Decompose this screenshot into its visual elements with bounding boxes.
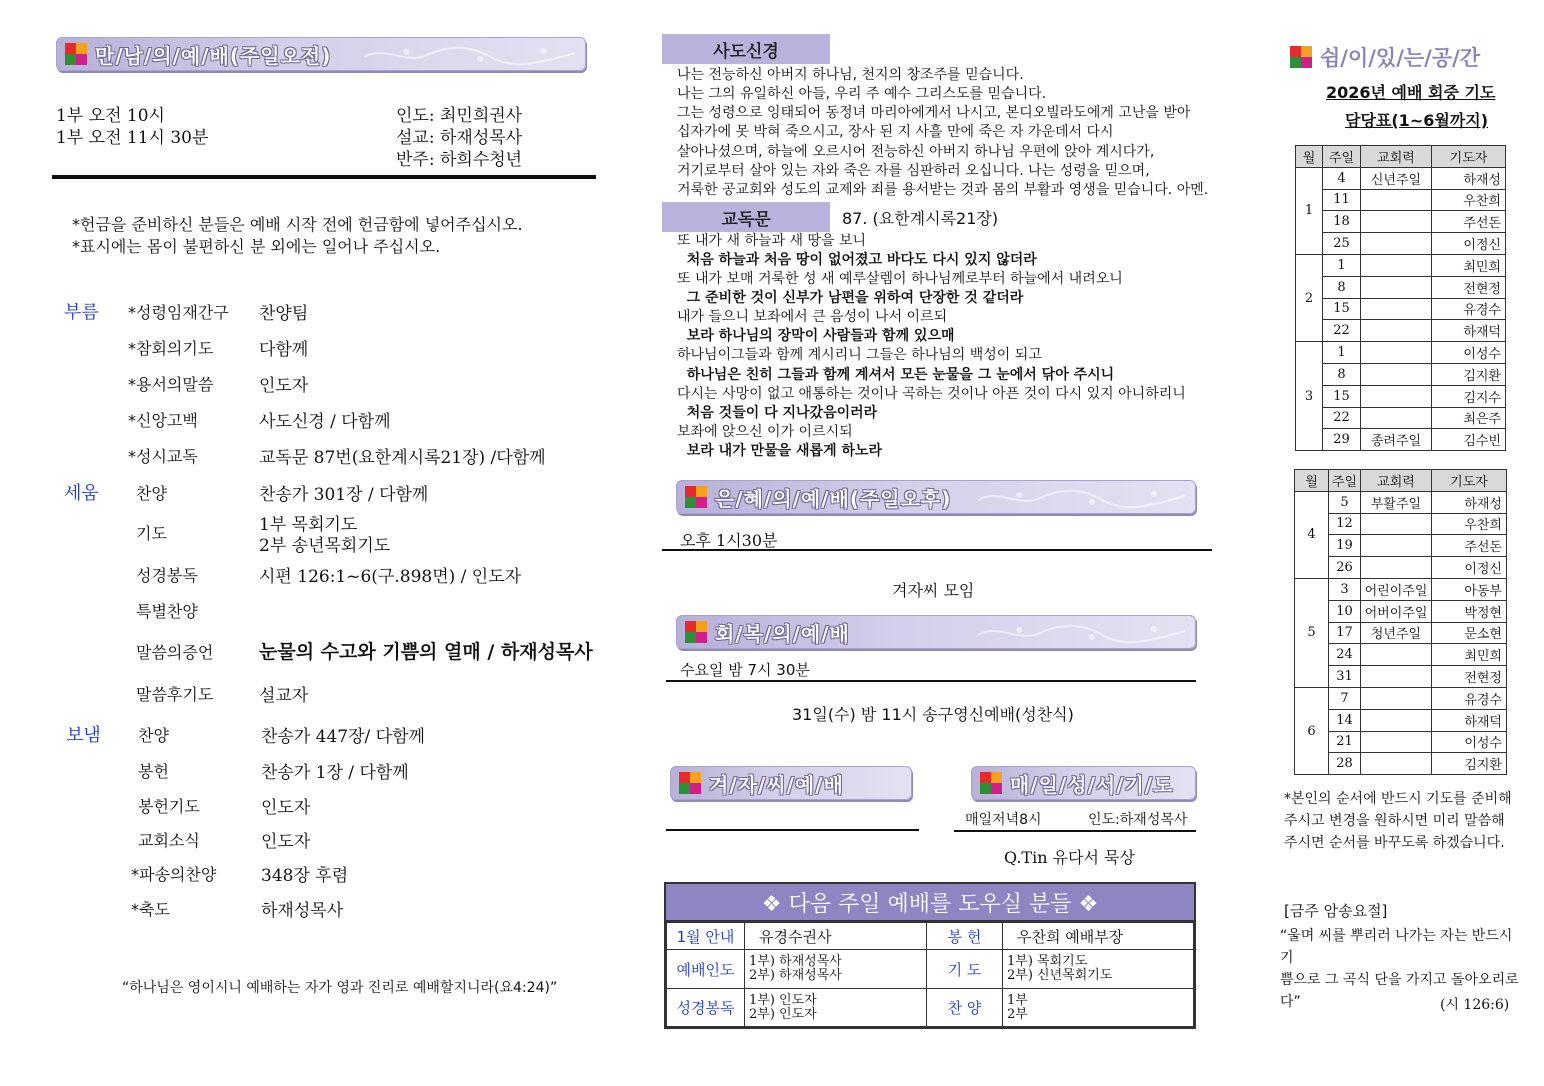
sunday-cell: 10 [1329,600,1361,622]
verse-line: “울며 씨를 뿌리러 나가는 자는 반드시 기 [1280,928,1513,966]
creed-line: 나는 전능하신 아버지 하나님, 천지의 창조주를 믿습니다. [677,67,1024,83]
prayer-leader-cell: 하재성 [1432,167,1506,189]
table-row [1296,276,1506,298]
table-row [667,989,1194,1027]
morning-worship-banner [56,37,586,71]
church-calendar-cell [1361,407,1432,429]
church-calendar-cell [1361,731,1432,753]
order-value: 설교자 [259,686,309,706]
creed-line: 나는 그의 유일하신 아들, 우리 주 예수 그리스도를 믿습니다. [677,86,1047,102]
month-cell: 5 [1295,578,1329,687]
helper-line: 2부 [1007,1006,1028,1022]
reading-line: 하나님이그들과 함께 계시리니 그들은 하나님의 백성이 되고 [677,347,1042,363]
prayer-leader-cell: 우찬희 [1432,513,1507,535]
month-cell: 6 [1295,687,1329,774]
prayer-leader-cell: 이성수 [1432,731,1507,753]
reading-line: 내가 들으니 보좌에서 큰 음성이 나서 이르되 [677,309,948,325]
creed-line: 십자가에 못 박혀 죽으시고, 장사 된 지 사흘 만에 죽은 자 가운데서 다시 [677,124,1114,140]
church-calendar-cell [1361,385,1432,407]
notice-standing: *표시에는 몸이 불편하신 분 외에는 일어나 주십시오. [72,237,441,256]
note-line: *본인의 순서에 반드시 기도를 준비해 [1284,791,1512,807]
order-value: 하재성목사 [261,901,344,921]
order-value: 1부 목회기도 [259,515,358,535]
note-line: 주시면 순서를 바꾸도록 하겠습니다. [1284,835,1505,851]
church-calendar-cell [1361,342,1432,364]
prayer-leader-cell: 하재덕 [1432,709,1507,731]
table-header-row [1296,146,1506,168]
creed-line: 살아나셨으며, 하늘에 오르시어 전능하신 아버지 하나님 우편에 앉아 계시다가, [677,144,1155,160]
table-row [1295,687,1507,709]
church-calendar-cell: 어버이주일 [1361,600,1432,622]
sunday-cell: 19 [1329,535,1361,557]
category-call: 부름 [64,302,99,323]
sunday-cell: 15 [1323,385,1361,407]
prayer-table-jan-mar [1295,145,1506,451]
order-item: *참회의기도 [128,339,214,358]
month-cell: 1 [1296,167,1323,254]
order-item: 교회소식 [138,831,200,850]
prayer-schedule-subtitle: 담당표(1~6월까지) [1345,111,1489,130]
banner-title: 겨/자/씨/예/배 [709,772,844,797]
helper-value [745,989,927,1027]
prayer-leader-cell: 전현정 [1432,666,1507,688]
sunday-cell: 8 [1323,363,1361,385]
church-calendar-cell: 신년주일 [1361,167,1432,189]
church-calendar-cell [1361,557,1432,579]
table-row [667,950,1194,989]
helpers-title: ❖ 다음 주일 예배를 도우실 분들 ❖ [666,884,1194,922]
church-calendar-cell [1361,254,1432,276]
column-header: 주일 [1323,146,1361,168]
church-calendar-cell [1361,298,1432,320]
church-calendar-cell [1361,363,1432,385]
daily-prayer-banner [971,766,1196,800]
creed-line: 거룩한 공교회와 성도의 교제와 죄를 용서받는 것과 몸의 부활과 영생을 믿습니다. 아멘. [677,182,1209,198]
table-row [1296,189,1506,211]
service-time-2: 1부 오전 11시 30분 [56,128,209,148]
church-calendar-cell: 부활주일 [1361,491,1432,513]
table-row [1296,167,1506,189]
sunday-cell: 3 [1329,578,1361,600]
prayer-table-apr-jun [1294,469,1507,775]
divider [666,680,1196,682]
helper-label: 1월 안내 [667,923,745,950]
order-item: 말씀후기도 [136,685,214,704]
reading-line: 보라 하나님의 장막이 사람들과 함께 있으매 [677,328,955,344]
divider [662,549,1212,551]
sermon-title: 눈물의 수고와 기쁨의 열매 / 하재성목사 [259,641,593,663]
new-year-service: 31일(수) 밤 11시 송구영신예배(성찬식) [792,705,1074,724]
helper-line: 1부) 인도자 [749,992,817,1008]
church-calendar-cell [1361,753,1432,775]
church-calendar-cell [1361,276,1432,298]
verse-line: 쁨으로 그 곡식 단을 가지고 돌아오리로 [1280,972,1519,988]
creed-line: 거기로부터 살아 있는 자와 죽은 자를 심판하러 오십니다. 나는 성령을 믿으며, [677,163,1150,179]
table-row [1296,429,1506,451]
order-value: 찬송가 301장 / 다함께 [259,485,429,505]
daily-qt: Q.Tin 유다서 묵상 [1004,848,1135,867]
sunday-cell: 4 [1323,167,1361,189]
creed-label: 사도신경 [662,34,830,64]
reading-line: 하나님은 친히 그들과 함께 계셔서 모든 눈물을 그 눈에서 닦아 주시니 [677,367,1115,383]
helper-value: 유경수권사 [745,923,927,950]
sunday-cell: 18 [1323,211,1361,233]
divider [52,175,596,179]
church-calendar-cell [1361,513,1432,535]
prayer-leader-cell: 김지환 [1432,753,1507,775]
order-value: 찬송가 447장/ 다함께 [261,727,425,747]
color-squares-icon [980,772,1002,794]
responsive-reading-ref: 87. (요한계시록21장) [842,209,999,228]
order-item: *신앙고백 [128,411,198,430]
order-item: *성령임재간구 [128,303,229,322]
table-row [1295,578,1507,600]
prayer-leader-cell: 아동부 [1432,578,1507,600]
church-calendar-cell [1361,709,1432,731]
afternoon-worship-banner [676,480,1196,514]
banner-title: 은/혜/의/예/배(주일오후) [715,486,952,511]
sunday-cell: 12 [1329,513,1361,535]
reading-line: 처음 하늘과 처음 땅이 없어졌고 바다도 다시 있지 않더라 [677,252,1037,268]
table-row [1296,320,1506,342]
note-line: 주시고 변경을 원하시면 미리 말씀해 [1284,813,1505,829]
order-item: *용서의말씀 [128,375,214,394]
role-leader: 인도: 최민희권사 [396,106,523,126]
color-squares-icon [679,772,701,794]
sunday-cell: 15 [1323,298,1361,320]
prayer-leader-cell: 최민희 [1432,254,1506,276]
memory-verse-title: [금주 암송요절] [1284,902,1388,920]
column-header: 교회력 [1361,146,1432,168]
sunday-cell: 22 [1323,320,1361,342]
prayer-leader-cell: 이정신 [1432,557,1507,579]
order-value: 인도자 [261,798,311,818]
order-item: 기도 [136,524,167,543]
table-row [667,923,1194,950]
reading-line: 그 준비한 것이 신부가 남편을 위하여 단장한 것 같더라 [677,290,1024,306]
rest-space-heading [1290,42,1480,72]
daily-time: 매일저녁8시 [965,812,1042,828]
sunday-cell: 26 [1329,557,1361,579]
sunday-cell: 24 [1329,644,1361,666]
sunday-cell: 1 [1323,342,1361,364]
table-row [1296,385,1506,407]
prayer-leader-cell: 박정현 [1432,600,1507,622]
helper-label: 성경봉독 [667,989,745,1027]
prayer-leader-cell: 김수빈 [1432,429,1506,451]
divider [666,829,919,831]
helpers-table [666,922,1194,1027]
rest-space-title: 쉼/이/있/는/공/간 [1320,46,1481,70]
order-item: 찬양 [136,484,167,503]
vine-ornament-icon [978,486,1185,510]
helper-line: 2부) 하재성목사 [749,968,842,983]
reading-line: 보좌에 앉으신 이가 이르시되 [677,424,853,440]
table-header-row [1295,470,1507,492]
order-item: 말씀의증언 [136,643,214,662]
helper-label: 기 도 [927,950,1003,989]
reading-line: 또 내가 보매 거룩한 성 새 예루살렘이 하나님께로부터 하늘에서 내려오니 [677,271,1123,287]
church-calendar-cell: 종려주일 [1361,429,1432,451]
order-item: *축도 [131,900,170,919]
column-header: 주일 [1329,470,1361,492]
sunday-cell: 14 [1329,709,1361,731]
church-calendar-cell [1361,535,1432,557]
order-item: 특별찬양 [136,602,198,621]
prayer-leader-cell: 주선돈 [1432,535,1507,557]
verse-line: 다” [1280,994,1301,1010]
responsive-reading-label: 교독문 [662,202,830,232]
role-accompanist: 반주: 하희수청년 [396,150,523,170]
sunday-cell: 1 [1323,254,1361,276]
prayer-leader-cell: 문소현 [1432,622,1507,644]
sunday-cell: 17 [1329,622,1361,644]
order-item: 봉헌 [138,762,169,781]
order-item: 찬양 [138,726,169,745]
prayer-leader-cell: 최민희 [1432,644,1507,666]
prayer-leader-cell: 우찬희 [1432,189,1506,211]
creed-line: 그는 성령으로 잉태되어 동정녀 마리아에게서 나시고, 본디오빌라도에게 고난을 받아 [677,105,1191,121]
table-row [1296,363,1506,385]
sunday-cell: 29 [1323,429,1361,451]
helper-line: 1부) 목회기도 [1007,954,1088,969]
prayer-leader-cell: 김지환 [1432,363,1506,385]
afternoon-time: 오후 1시30분 [680,531,778,550]
table-row [1296,298,1506,320]
church-calendar-cell [1361,687,1432,709]
table-row [1296,407,1506,429]
banner-title: 만/남/의/예/배(주일오전) [95,43,332,68]
church-calendar-cell [1361,233,1432,255]
order-value: 찬양팀 [259,304,309,324]
divider [954,830,1196,832]
table-row [1296,233,1506,255]
order-item: *성시교독 [128,447,198,466]
prayer-leader-cell: 이성수 [1432,342,1506,364]
church-calendar-cell: 어린이주일 [1361,578,1432,600]
prayer-leader-cell: 이정신 [1432,233,1506,255]
reading-line: 처음 것들이 다 지나갔음이러라 [677,405,878,421]
church-calendar-cell [1361,320,1432,342]
church-calendar-cell: 청년주일 [1361,622,1432,644]
mustard-seed-worship-banner [670,766,912,800]
reading-line: 보라 내가 만물을 새롭게 하노라 [677,443,883,459]
order-value: 시편 126:1~6(구.898면) / 인도자 [259,567,522,587]
notice-offering: *헌금을 준비하신 분들은 예배 시작 전에 헌금함에 넣어주십시오. [72,215,523,234]
order-value: 사도신경 / 다함께 [259,412,391,432]
vine-ornament-icon [364,43,575,67]
vine-ornament-icon [978,621,1185,645]
prayer-leader-cell: 유경수 [1432,298,1506,320]
sunday-cell: 28 [1329,753,1361,775]
helper-line: 2부) 인도자 [749,1006,817,1022]
helper-value [1003,989,1194,1027]
banner-title: 매/일/성/서/기/도 [1010,772,1174,797]
recovery-worship-banner [676,615,1196,649]
helper-value: 우찬희 예배부장 [1003,923,1194,950]
helper-value [1003,950,1194,989]
order-item: 성경봉독 [136,566,198,585]
prayer-leader-cell: 하재성 [1432,491,1507,513]
order-value: 찬송가 1장 / 다함께 [261,763,409,783]
next-week-helpers [664,882,1196,1029]
order-value: 교독문 87번(요한계시록21장) /다함께 [259,448,546,468]
church-calendar-cell [1361,666,1432,688]
daily-leader: 인도:하재성목사 [1088,812,1188,828]
role-preacher: 설교: 하재성목사 [396,128,523,148]
table-row [1296,211,1506,233]
helper-line: 2부) 신년목회기도 [1007,968,1113,983]
banner-title: 회/복/의/예/배 [715,621,850,646]
sunday-cell: 11 [1323,189,1361,211]
sunday-cell: 21 [1329,731,1361,753]
prayer-schedule-title: 2026년 예배 회중 기도 [1326,83,1496,102]
sunday-cell: 31 [1329,666,1361,688]
mustard-seed-meeting: 겨자씨 모임 [892,581,975,600]
helper-line: 1부) 하재성목사 [749,954,842,969]
month-cell: 4 [1295,491,1329,578]
order-value: 인도자 [259,376,309,396]
month-cell: 2 [1296,254,1323,341]
order-item: *파송의찬양 [131,865,217,884]
sunday-cell: 5 [1329,491,1361,513]
column-header: 월 [1296,146,1323,168]
church-calendar-cell [1361,189,1432,211]
church-calendar-cell [1361,211,1432,233]
table-row [1296,254,1506,276]
column-header: 기도자 [1432,470,1507,492]
column-header: 월 [1295,470,1329,492]
prayer-leader-cell: 전현정 [1432,276,1506,298]
table-row [1296,342,1506,364]
table-row [1295,491,1507,513]
color-squares-icon [65,43,87,65]
scripture-quote: “하나님은 영이시니 예배하는 자가 영과 진리로 예배할지니라(요4:24)” [122,980,558,996]
prayer-note [1284,788,1520,854]
sunday-cell: 8 [1323,276,1361,298]
order-item: 봉헌기도 [138,797,200,816]
prayer-leader-cell: 최은주 [1432,407,1506,429]
prayer-leader-cell: 하재덕 [1432,320,1506,342]
prayer-leader-cell: 주선돈 [1432,211,1506,233]
prayer-leader-cell: 김지수 [1432,385,1506,407]
helper-value [745,950,927,989]
service-time-1: 1부 오전 10시 [56,106,165,126]
helper-label: 예배인도 [667,950,745,989]
month-cell: 3 [1296,342,1323,451]
reading-line: 또 내가 새 하늘과 새 땅을 보니 [677,233,866,249]
prayer-leader-cell: 유경수 [1432,687,1507,709]
color-squares-icon [685,486,707,508]
color-squares-icon [685,621,707,643]
sunday-cell: 7 [1329,687,1361,709]
helper-label: 봉 헌 [927,923,1003,950]
order-value-2: 2부 송년목회기도 [259,536,391,556]
column-header: 교회력 [1361,470,1432,492]
memory-verse-ref: (시 126:6) [1440,997,1510,1013]
order-value: 348장 후렴 [261,866,349,886]
church-calendar-cell [1361,644,1432,666]
order-value: 인도자 [261,832,311,852]
sunday-cell: 25 [1323,233,1361,255]
helper-label: 찬 양 [927,989,1003,1027]
order-value: 다함께 [259,340,309,360]
color-squares-icon [1290,46,1312,68]
wednesday-time: 수요일 밤 7시 30분 [680,661,810,679]
helper-line: 1부 [1007,992,1028,1008]
category-send: 보냄 [66,725,101,746]
reading-line: 다시는 사망이 없고 애통하는 것이나 곡하는 것이나 아픈 것이 다시 있지 아니하리니 [677,386,1186,402]
column-header: 기도자 [1432,146,1506,168]
sunday-cell: 22 [1323,407,1361,429]
category-build: 세움 [64,483,99,504]
